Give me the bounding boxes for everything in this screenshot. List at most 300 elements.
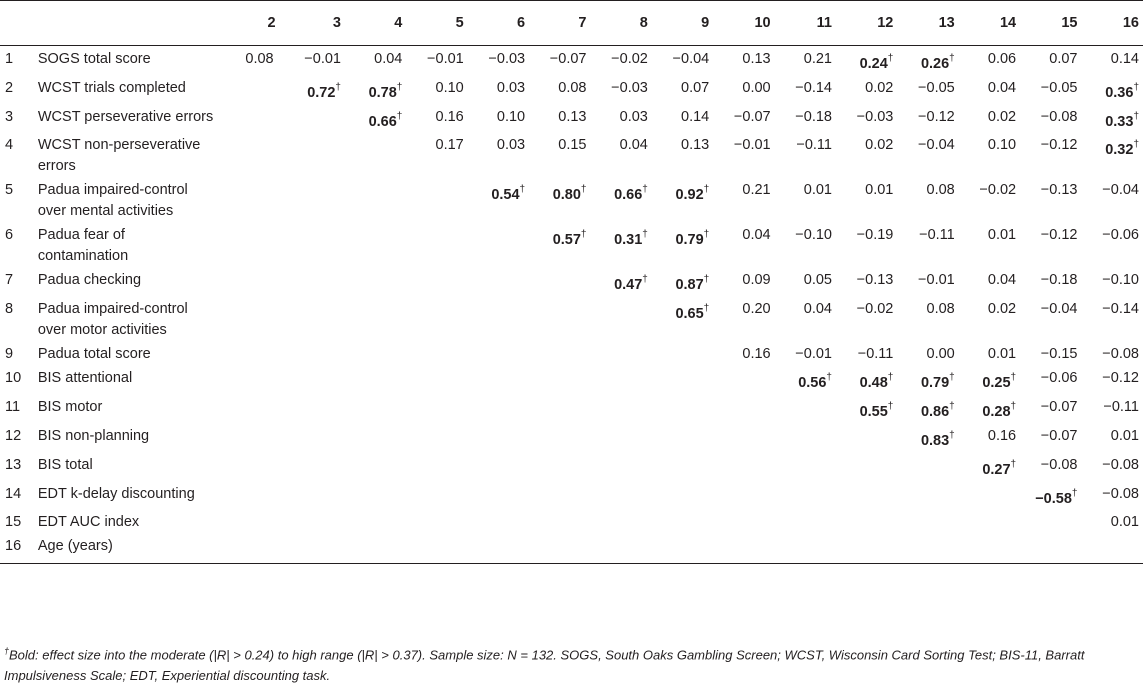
table-row xyxy=(0,267,1143,296)
row-label: EDT k-delay discounting xyxy=(37,485,195,502)
correlation-cell: 0.16 xyxy=(435,108,464,125)
correlation-cell-significant: 0.79 † xyxy=(652,222,713,267)
correlation-cell-significant: 0.48 † xyxy=(836,365,897,394)
correlation-cell xyxy=(468,533,529,564)
correlation-cell xyxy=(468,452,529,481)
correlation-cell xyxy=(222,132,283,177)
correlation-cell xyxy=(222,394,283,423)
correlation-cell-significant: 0.55 † xyxy=(836,394,897,423)
correlation-cell: −0.11 xyxy=(919,227,955,244)
correlation-cell: −0.05 xyxy=(918,79,955,96)
correlation-cell: −0.10 xyxy=(1102,272,1139,289)
correlation-cell: −0.08 xyxy=(1102,456,1139,473)
row-number: 9 xyxy=(5,346,14,363)
correlation-cell xyxy=(713,509,774,533)
correlation-cell: 0.04 xyxy=(742,227,771,244)
row-number: 2 xyxy=(5,79,14,96)
column-header-8: 8 xyxy=(590,1,651,46)
column-header-5: 5 xyxy=(406,1,467,46)
correlation-cell: −0.03 xyxy=(488,51,526,67)
correlation-cell: 0.13 xyxy=(742,51,771,67)
correlation-cell: −0.04 xyxy=(1040,301,1078,318)
row-label: WCST non-perseverative errors xyxy=(37,137,201,175)
correlation-cell-significant: 0.47 † xyxy=(590,267,651,296)
correlation-cell: 0.10 xyxy=(435,79,464,96)
correlation-cell: 0.03 xyxy=(619,108,648,125)
correlation-cell: −0.19 xyxy=(856,227,894,244)
column-header-3: 3 xyxy=(284,1,345,46)
correlation-cell: 0.14 xyxy=(681,108,710,125)
correlation-cell xyxy=(713,533,774,564)
correlation-cell: −0.01 xyxy=(427,51,464,67)
correlation-cell xyxy=(590,509,651,533)
correlation-cell xyxy=(284,222,345,267)
correlation-cell: 0.04 xyxy=(374,51,403,67)
correlation-cell xyxy=(775,394,836,423)
correlation-cell xyxy=(529,452,590,481)
correlation-cell xyxy=(652,481,713,510)
correlation-cell: −0.07 xyxy=(1040,399,1078,416)
row-label: WCST perseverative errors xyxy=(37,108,214,125)
correlation-cell: −0.11 xyxy=(857,346,894,363)
correlation-cell xyxy=(897,452,958,481)
correlation-cell xyxy=(406,509,467,533)
correlation-cell: 0.10 xyxy=(987,137,1017,154)
correlation-cell: 0.20 xyxy=(742,301,771,318)
correlation-cell: 0.04 xyxy=(803,301,832,318)
row-number: 4 xyxy=(5,137,14,154)
correlation-cell: −0.07 xyxy=(549,51,587,67)
correlation-cell xyxy=(406,423,467,452)
row-number: 1 xyxy=(5,51,14,67)
correlation-cell xyxy=(713,452,774,481)
correlation-cell: 0.10 xyxy=(496,108,526,125)
correlation-cell xyxy=(468,481,529,510)
correlation-cell xyxy=(590,452,651,481)
correlation-cell xyxy=(529,341,590,365)
correlation-cell xyxy=(284,452,345,481)
header-row xyxy=(0,1,1143,46)
correlation-cell: 0.09 xyxy=(742,272,771,289)
row-number: 7 xyxy=(5,272,14,289)
correlation-cell-significant: 0.72 † xyxy=(284,75,345,104)
correlation-cell xyxy=(836,509,897,533)
correlation-cell xyxy=(836,533,897,564)
correlation-cell xyxy=(590,341,651,365)
correlation-cell xyxy=(652,365,713,394)
row-label: EDT AUC index xyxy=(37,514,140,531)
table-row xyxy=(0,423,1143,452)
correlation-cell-significant: 0.31 † xyxy=(590,222,651,267)
correlation-cell: 0.01 xyxy=(987,227,1017,244)
correlation-cell: −0.01 xyxy=(918,272,955,289)
correlation-cell xyxy=(284,132,345,177)
correlation-cell xyxy=(406,481,467,510)
row-label: Padua impaired-control over mental activities xyxy=(37,182,188,220)
correlation-cell xyxy=(222,365,283,394)
column-header-14: 14 xyxy=(959,1,1020,46)
correlation-cell xyxy=(468,267,529,296)
row-label: Padua checking xyxy=(37,272,142,289)
correlation-cell xyxy=(775,452,836,481)
row-label: Padua total score xyxy=(37,346,151,363)
correlation-cell: −0.01 xyxy=(304,51,341,67)
correlation-cell xyxy=(652,509,713,533)
correlation-cell xyxy=(897,509,958,533)
correlation-cell xyxy=(345,177,406,222)
correlation-cell xyxy=(284,104,345,133)
correlation-cell: −0.05 xyxy=(1040,79,1078,96)
correlation-cell-significant: 0.78 † xyxy=(345,75,406,104)
correlation-cell xyxy=(959,509,1020,533)
correlation-cell xyxy=(345,296,406,341)
correlation-cell xyxy=(284,509,345,533)
correlation-cell-significant: 0.33 † xyxy=(1081,104,1143,133)
correlation-cell: −0.07 xyxy=(733,108,771,125)
correlation-cell-significant: 0.32 † xyxy=(1081,132,1143,177)
correlation-cell xyxy=(284,177,345,222)
row-number: 5 xyxy=(5,182,14,199)
correlation-cell: 0.01 xyxy=(803,182,832,199)
correlation-cell xyxy=(836,423,897,452)
column-header-7: 7 xyxy=(529,1,590,46)
column-header-16: 16 xyxy=(1081,1,1143,46)
correlation-cell: 0.16 xyxy=(987,427,1017,444)
table-row xyxy=(0,177,1143,222)
correlation-cell xyxy=(222,341,283,365)
correlation-cell xyxy=(468,341,529,365)
correlation-cell xyxy=(1020,533,1081,564)
correlation-cell xyxy=(836,452,897,481)
row-number: 11 xyxy=(5,399,21,416)
correlation-cell: −0.02 xyxy=(611,51,648,67)
table-row xyxy=(0,394,1143,423)
correlation-cell: 0.02 xyxy=(865,137,894,154)
correlation-cell: 0.01 xyxy=(1110,427,1139,444)
row-label: WCST trials completed xyxy=(37,79,186,96)
row-label: Padua impaired-control over motor activities xyxy=(37,301,188,339)
correlation-cell xyxy=(652,533,713,564)
correlation-cell xyxy=(345,341,406,365)
correlation-cell-significant: 0.54 † xyxy=(468,177,529,222)
correlation-cell: −0.01 xyxy=(795,346,832,363)
correlation-cell xyxy=(222,75,283,104)
correlation-cell xyxy=(1020,509,1081,533)
correlation-cell xyxy=(345,394,406,423)
correlation-cell-significant: −0.58 † xyxy=(1020,481,1081,510)
correlation-cell: 0.01 xyxy=(987,346,1017,363)
correlation-cell: −0.13 xyxy=(1040,182,1078,199)
correlation-cell: 0.08 xyxy=(926,182,955,199)
correlation-cell: −0.12 xyxy=(918,108,955,125)
correlation-cell xyxy=(468,296,529,341)
correlation-cell xyxy=(345,481,406,510)
correlation-cell xyxy=(222,481,283,510)
correlation-cell xyxy=(652,452,713,481)
correlation-cell: 0.21 xyxy=(803,51,832,67)
correlation-cell: 0.04 xyxy=(619,137,648,154)
correlation-cell: −0.06 xyxy=(1040,370,1078,387)
correlation-cell: −0.18 xyxy=(1040,272,1078,289)
row-label: BIS total xyxy=(37,456,93,473)
correlation-cell xyxy=(406,177,467,222)
correlation-cell-significant: 0.86 † xyxy=(897,394,958,423)
table-row xyxy=(0,132,1143,177)
column-header-12: 12 xyxy=(836,1,897,46)
row-number: 12 xyxy=(5,427,22,444)
correlation-cell: 0.07 xyxy=(1049,51,1078,67)
correlation-cell xyxy=(284,341,345,365)
correlation-cell xyxy=(345,533,406,564)
correlation-cell xyxy=(345,132,406,177)
correlation-cell xyxy=(897,481,958,510)
row-label: BIS attentional xyxy=(37,370,133,387)
row-number: 14 xyxy=(5,485,22,502)
correlation-cell-significant: 0.28 † xyxy=(959,394,1020,423)
correlation-cell: −0.13 xyxy=(856,272,894,289)
correlation-cell: 0.03 xyxy=(496,137,526,154)
correlation-cell: 0.02 xyxy=(987,301,1017,318)
correlation-cell xyxy=(959,481,1020,510)
correlation-cell: −0.08 xyxy=(1102,485,1139,502)
header-blank xyxy=(34,1,222,46)
table-row xyxy=(0,222,1143,267)
correlation-cell: −0.01 xyxy=(733,137,771,154)
correlation-cell xyxy=(345,222,406,267)
correlation-cell: −0.02 xyxy=(856,301,894,318)
header-blank xyxy=(0,1,34,46)
correlation-cell: −0.18 xyxy=(795,108,832,125)
correlation-cell: 0.17 xyxy=(435,137,464,154)
row-label: BIS motor xyxy=(37,399,103,416)
correlation-cell-significant: 0.27 † xyxy=(959,452,1020,481)
correlation-cell xyxy=(529,509,590,533)
correlation-cell xyxy=(284,365,345,394)
correlation-cell xyxy=(775,509,836,533)
row-label: Age (years) xyxy=(37,538,113,555)
correlation-cell xyxy=(529,296,590,341)
correlation-cell: −0.04 xyxy=(672,51,710,67)
row-label: BIS non-planning xyxy=(37,427,150,444)
correlation-cell: 0.00 xyxy=(926,346,955,363)
correlation-cell xyxy=(468,222,529,267)
row-number: 10 xyxy=(5,370,22,387)
correlation-cell xyxy=(222,296,283,341)
correlation-cell xyxy=(652,394,713,423)
correlation-cell xyxy=(345,423,406,452)
row-number: 13 xyxy=(5,456,22,473)
correlation-cell: 0.15 xyxy=(558,137,587,154)
table-body xyxy=(0,46,1143,564)
correlation-cell xyxy=(713,394,774,423)
correlation-cell: −0.15 xyxy=(1040,346,1078,363)
column-header-11: 11 xyxy=(775,1,836,46)
correlation-cell: −0.03 xyxy=(856,108,894,125)
correlation-cell: −0.02 xyxy=(979,182,1017,199)
row-number: 6 xyxy=(5,227,14,244)
correlation-cell xyxy=(590,365,651,394)
correlation-cell xyxy=(345,267,406,296)
correlation-cell-significant: 0.26 † xyxy=(897,46,958,75)
row-number: 16 xyxy=(5,538,22,555)
correlation-cell xyxy=(897,533,958,564)
correlation-cell: 0.13 xyxy=(681,137,710,154)
column-header-10: 10 xyxy=(713,1,774,46)
correlation-cell: 0.13 xyxy=(558,108,587,125)
correlation-cell xyxy=(222,177,283,222)
correlation-cell xyxy=(406,296,467,341)
correlation-cell: 0.01 xyxy=(865,182,894,199)
correlation-cell: 0.00 xyxy=(742,79,771,96)
correlation-cell-significant: 0.24 † xyxy=(836,46,897,75)
correlation-cell: −0.11 xyxy=(1103,399,1139,416)
correlation-cell xyxy=(345,452,406,481)
correlation-cell-significant: 0.80 † xyxy=(529,177,590,222)
correlation-cell xyxy=(836,481,897,510)
correlation-cell xyxy=(468,365,529,394)
correlation-cell: −0.11 xyxy=(796,137,832,154)
table-row xyxy=(0,104,1143,133)
correlation-cell xyxy=(590,481,651,510)
correlation-cell xyxy=(1081,533,1143,564)
footnote-text: Bold: effect size into the moderate (|R| > 0.24) to high range (|R| > 0.37). Sample size: N = 132. SOGS, South Oaks Gambling Screen; WCST, Wisconsin Card Sorting Test; BIS-11, Barratt Impulsiveness Scale; EDT, Experiential discounting task. xyxy=(4,647,1085,684)
column-header-2: 2 xyxy=(222,1,283,46)
table-row xyxy=(0,452,1143,481)
correlation-cell xyxy=(959,533,1020,564)
correlation-cell xyxy=(775,423,836,452)
column-header-6: 6 xyxy=(468,1,529,46)
correlation-cell-significant: 0.92 † xyxy=(652,177,713,222)
correlation-cell-significant: 0.87 † xyxy=(652,267,713,296)
correlation-cell xyxy=(652,341,713,365)
correlation-cell xyxy=(468,394,529,423)
correlation-cell: 0.02 xyxy=(987,108,1017,125)
correlation-cell: 0.06 xyxy=(987,51,1017,67)
correlation-cell xyxy=(529,423,590,452)
correlation-cell-significant: 0.56 † xyxy=(775,365,836,394)
correlation-cell xyxy=(775,481,836,510)
correlation-cell: 0.02 xyxy=(865,79,894,96)
footnote-marker: † xyxy=(4,646,10,656)
correlation-cell xyxy=(406,533,467,564)
correlation-cell: 0.16 xyxy=(742,346,771,363)
correlation-cell xyxy=(222,452,283,481)
correlation-cell xyxy=(406,452,467,481)
correlation-cell: −0.04 xyxy=(918,137,955,154)
correlation-cell xyxy=(529,481,590,510)
correlation-cell xyxy=(406,222,467,267)
correlation-cell: 0.08 xyxy=(558,79,587,96)
row-number: 3 xyxy=(5,108,14,125)
correlation-cell: −0.08 xyxy=(1040,108,1078,125)
correlation-cell xyxy=(284,394,345,423)
correlation-cell xyxy=(284,423,345,452)
correlation-cell: 0.04 xyxy=(987,79,1017,96)
column-header-4: 4 xyxy=(345,1,406,46)
correlation-cell: −0.04 xyxy=(1102,182,1139,199)
correlation-cell xyxy=(529,533,590,564)
table-row xyxy=(0,75,1143,104)
table-row xyxy=(0,46,1143,75)
correlation-cell xyxy=(284,267,345,296)
correlation-cell xyxy=(590,533,651,564)
correlation-cell: −0.14 xyxy=(795,79,832,96)
correlation-cell: −0.12 xyxy=(1040,137,1078,154)
column-header-15: 15 xyxy=(1020,1,1081,46)
correlation-cell: 0.04 xyxy=(987,272,1017,289)
correlation-cell xyxy=(345,509,406,533)
correlation-cell-significant: 0.83 † xyxy=(897,423,958,452)
correlation-cell: −0.03 xyxy=(611,79,648,96)
correlation-cell xyxy=(713,481,774,510)
correlation-cell: −0.07 xyxy=(1040,427,1078,444)
correlation-cell xyxy=(406,394,467,423)
correlation-cell: −0.12 xyxy=(1102,370,1139,387)
correlation-cell xyxy=(713,365,774,394)
correlation-cell: −0.08 xyxy=(1040,456,1078,473)
table-row xyxy=(0,509,1143,533)
correlation-cell xyxy=(529,365,590,394)
correlation-cell-significant: 0.36 † xyxy=(1081,75,1143,104)
correlation-cell xyxy=(222,509,283,533)
row-number: 8 xyxy=(5,301,14,318)
correlation-cell xyxy=(713,423,774,452)
correlation-cell xyxy=(590,423,651,452)
correlation-cell-significant: 0.66 † xyxy=(345,104,406,133)
table-row xyxy=(0,296,1143,341)
correlation-cell: 0.07 xyxy=(681,79,710,96)
correlation-cell: 0.05 xyxy=(803,272,832,289)
correlation-cell xyxy=(284,533,345,564)
correlation-cell xyxy=(529,394,590,423)
correlation-cell: 0.21 xyxy=(742,182,771,199)
table-row xyxy=(0,341,1143,365)
correlation-cell xyxy=(468,423,529,452)
correlation-cell-significant: 0.65 † xyxy=(652,296,713,341)
correlation-cell: 0.01 xyxy=(1110,514,1139,531)
table-row xyxy=(0,533,1143,564)
correlation-cell xyxy=(222,104,283,133)
row-label: SOGS total score xyxy=(37,51,151,67)
column-header-9: 9 xyxy=(652,1,713,46)
correlation-cell xyxy=(222,267,283,296)
correlation-cell-significant: 0.79 † xyxy=(897,365,958,394)
correlation-cell xyxy=(590,296,651,341)
correlation-cell xyxy=(652,423,713,452)
correlation-cell xyxy=(468,509,529,533)
correlation-cell: 0.03 xyxy=(496,79,526,96)
correlation-cell xyxy=(775,533,836,564)
correlation-cell xyxy=(222,533,283,564)
table-row xyxy=(0,365,1143,394)
correlation-cell: 0.14 xyxy=(1110,51,1139,67)
correlation-cell xyxy=(590,394,651,423)
correlation-cell: 0.08 xyxy=(926,301,955,318)
correlation-cell: 0.08 xyxy=(245,51,274,67)
table-footnote xyxy=(4,641,1139,686)
correlation-cell-significant: 0.25 † xyxy=(959,365,1020,394)
correlation-cell-significant: 0.57 † xyxy=(529,222,590,267)
correlation-cell xyxy=(406,341,467,365)
correlation-cell: −0.06 xyxy=(1102,227,1139,244)
correlation-cell xyxy=(406,365,467,394)
column-header-13: 13 xyxy=(897,1,958,46)
correlation-cell xyxy=(222,423,283,452)
correlation-cell xyxy=(284,481,345,510)
correlation-cell xyxy=(222,222,283,267)
correlation-cell: −0.08 xyxy=(1102,346,1139,363)
correlation-cell-significant: 0.66 † xyxy=(590,177,651,222)
